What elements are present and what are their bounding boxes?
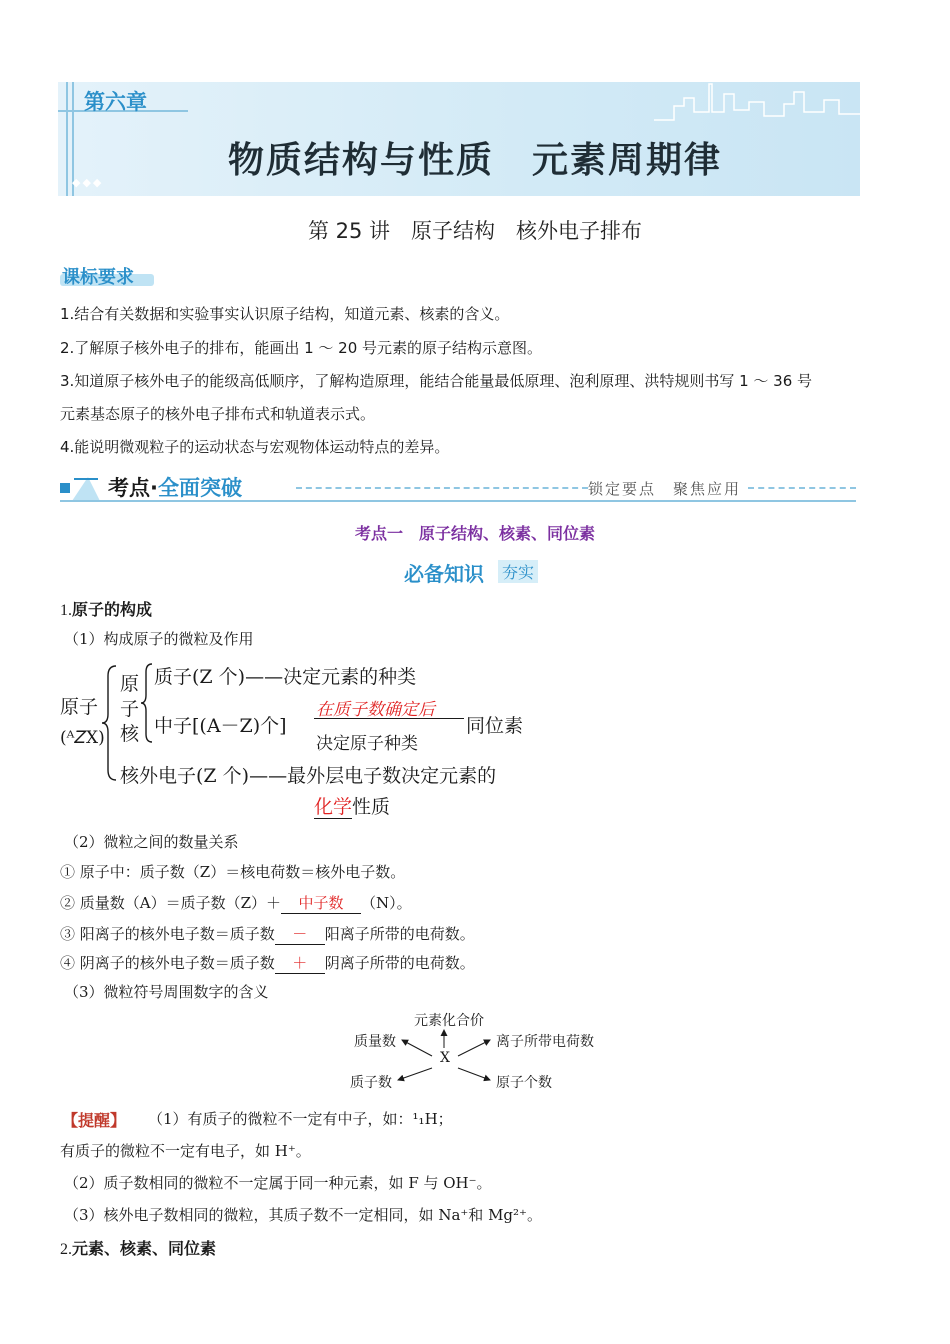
kaodian-tagline: 锁定要点 聚焦应用 [588, 480, 742, 498]
neutron-determines: 决定原子种类 [316, 734, 418, 754]
relation-1: ① 原子中：质子数（Z）＝核电荷数＝核外电子数。 [60, 863, 406, 881]
reminder-line: （3）核外电子数相同的微粒，其质子数不一定相同，如 Na⁺和 Mg²⁺。 [64, 1206, 542, 1224]
subheading: （2）微粒之间的数量关系 [64, 833, 239, 851]
curriculum-heading: 课标要求 [62, 267, 134, 288]
element-symbol: X [440, 1050, 450, 1066]
neutron-line: 中子[(A－Z)个] [154, 715, 287, 737]
electron-line: 核外电子(Z 个)——最外层电子数决定元素的 [120, 765, 497, 787]
requirement-item: 2.了解原子核外电子的排布，能画出 1 ～ 20 号元素的原子结构示意图。 [60, 339, 543, 357]
relation-4: ④ 阴离子的核外电子数＝质子数 ＋ 阴离子所带的电荷数。 [60, 954, 475, 972]
label-ion-charge: 离子所带电荷数 [496, 1034, 594, 1050]
requirement-item: 1.结合有关数据和实验事实认识原子结构，知道元素、核素的含义。 [60, 305, 510, 323]
subheading: （1）构成原子的微粒及作用 [64, 630, 254, 648]
section-title: 考点一 原子结构、核素、同位素 [354, 524, 595, 543]
chem-property: 化学性质 [314, 796, 391, 818]
part-heading: 2.元素、核素、同位素 [60, 1239, 217, 1258]
reminder-line: （2）质子数相同的微粒不一定属于同一种元素，如 F 与 OH⁻。 [64, 1174, 492, 1192]
diamond-icons: ◆◆◆ [72, 176, 104, 189]
subheading: （3）微粒符号周围数字的含义 [64, 983, 269, 1001]
dashed-divider [296, 487, 588, 489]
label-atom-count: 原子个数 [496, 1075, 552, 1091]
requirement-item: 3.知道原子核外电子的能级高低顺序，了解构造原理，能结合能量最低原理、泡利原理、洪特规则书写 1 ～ 36 号 [60, 372, 813, 390]
section-rule [60, 500, 856, 502]
proton-line: 质子(Z 个)——决定元素的种类 [154, 666, 417, 688]
city-skyline-icon [654, 82, 860, 122]
label-mass-number: 质量数 [354, 1034, 396, 1050]
nucleus-label: 原 子 核 [120, 673, 140, 745]
inner-brace [140, 662, 154, 744]
atom-symbol: (ᴬ𝘡X) [60, 728, 105, 748]
label-valence: 元素化合价 [414, 1013, 484, 1029]
isotope-label: 同位素 [466, 715, 524, 737]
atom-label: 原子 [60, 696, 99, 718]
relation-2: ② 质量数（A）＝质子数（Z）＋ 中子数 （N）。 [60, 894, 412, 912]
requirement-item: 4.能说明微观粒子的运动状态与宏观物体运动特点的差异。 [60, 438, 450, 456]
part-heading: 1.原子的构成 [60, 600, 153, 619]
outer-brace [100, 664, 120, 782]
label-proton-number: 质子数 [350, 1075, 392, 1091]
bibei-heading: 必备知识 [404, 562, 484, 586]
hangshi-tag: 夯实 [498, 560, 538, 583]
reminder-label: 【提醒】 [62, 1111, 127, 1130]
lecture-title: 第 25 讲 原子结构 核外电子排布 [307, 219, 643, 243]
kaodian-title: 考点·全面突破 [108, 476, 242, 500]
fraction-rule [314, 718, 464, 719]
chapter-label: 第六章 [84, 90, 147, 114]
reminder-line: （1）有质子的微粒不一定有中子，如：¹₁H； [148, 1110, 453, 1128]
neutron-answer: 在质子数确定后 [316, 700, 435, 720]
chapter-title: 物质结构与性质 元素周期律 [227, 140, 722, 181]
dashed-divider [748, 487, 856, 489]
requirement-item: 元素基态原子的核外电子排布式和轨道表示式。 [60, 405, 376, 423]
reminder-line: 有质子的微粒不一定有电子，如 H⁺。 [60, 1142, 311, 1160]
relation-3: ③ 阳离子的核外电子数＝质子数 － 阳离子所带的电荷数。 [60, 925, 475, 943]
